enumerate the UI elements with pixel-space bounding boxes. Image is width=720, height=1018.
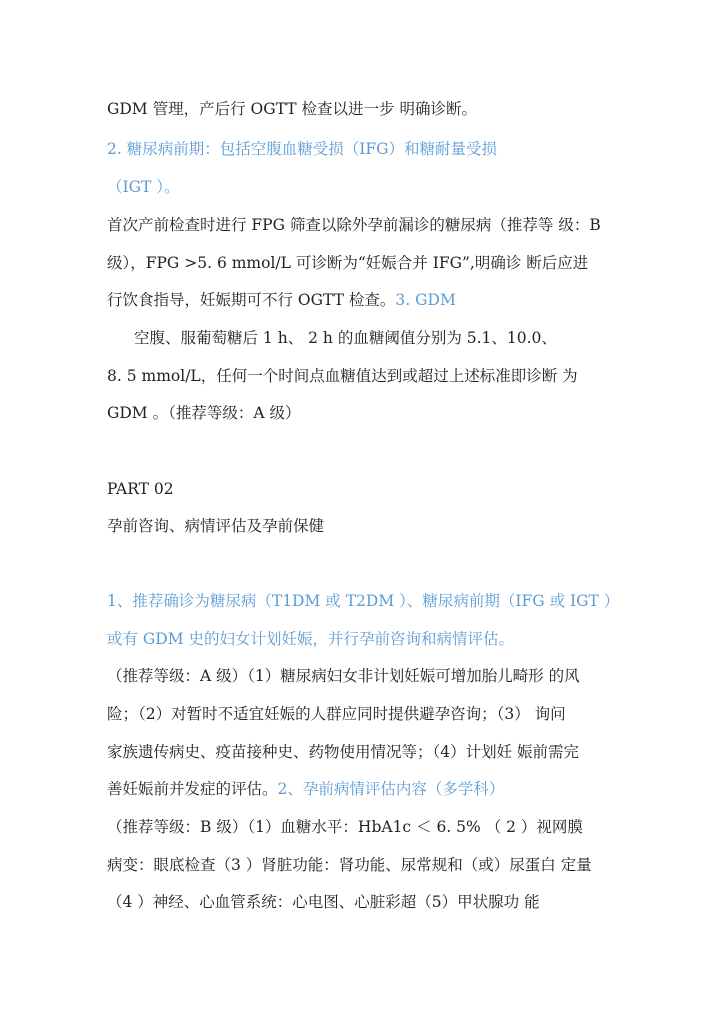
text-line (107, 779, 504, 799)
section-title-text: 孕前咨询、病情评估及孕前保健 (107, 517, 325, 535)
body-text: 级），FPG >5. 6 mmol/L 可诊断为“妊娠合并 IFG”,明确诊 断后应进 (107, 254, 589, 272)
text-line (107, 403, 300, 423)
text-line (107, 177, 180, 197)
text-line (107, 253, 588, 273)
body-text: 险；（2）对暂时不适宜妊娠的人群应同时提供避孕咨询；（3） 询问 (107, 705, 566, 723)
text-line (107, 892, 540, 912)
text-line (107, 817, 583, 837)
text-line (107, 215, 601, 235)
body-text: GDM 管理，产后行 OGTT 检查以进一步 明确诊断。 (107, 100, 477, 118)
section-title (107, 516, 324, 536)
section-label (107, 479, 174, 499)
body-text: 病变：眼底检查（3 ）肾脏功能：肾功能、尿常规和（或）尿蛋白 定量 (107, 856, 592, 874)
text-line (107, 666, 580, 686)
body-text: 家族遗传病史、疫苗接种史、药物使用情况等；（4）计划妊 娠前需完 (107, 743, 580, 761)
body-text: （推荐等级：A 级）（1）糖尿病妇女非计划妊娠可增加胎儿畸形 的风 (107, 667, 580, 685)
subheading-text: （IGT ）。 (107, 178, 180, 196)
text-line (107, 704, 566, 724)
body-text: 首次产前检查时进行 FPG 筛查以除外孕前漏诊的糖尿病（推荐等 级：B (107, 216, 601, 234)
subheading-text: 或有 GDM 史的妇女计划妊娠，并行孕前咨询和病情评估。 (107, 630, 515, 648)
part-label: PART 02 (107, 480, 174, 498)
text-line (107, 139, 497, 159)
subheading-text: 2. 糖尿病前期：包括空腹血糖受损（IFG）和糖耐量受损 (107, 140, 497, 158)
subheading-text: 3. GDM (395, 291, 456, 309)
subheading-text: 2、孕前病情评估内容（多学科） (277, 780, 505, 798)
body-text: 空腹、服葡萄糖后 1 h、 2 h 的血糖阈值分别为 5.1、10.0、 (134, 329, 557, 347)
text-line (107, 99, 477, 119)
text-line (107, 366, 578, 386)
body-text: 行饮食指导，妊娠期可不行 OGTT 检查。 (107, 291, 396, 309)
text-line (107, 290, 456, 310)
body-text: （推荐等级：B 级）（1）血糖水平：HbA1c ＜ 6. 5% （ 2 ）视网膜 (107, 818, 583, 836)
body-text: （4 ）神经、心血管系统：心电图、心脏彩超（5）甲状腺功 能 (107, 893, 540, 911)
body-text: 8. 5 mmol/L，任何一个时间点血糖值达到或超过上述标准即诊断 为 (107, 367, 578, 385)
text-line (134, 328, 557, 348)
body-text: GDM 。（推荐等级：A 级） (107, 404, 301, 422)
body-text: 善妊娠前并发症的评估。 (107, 780, 278, 798)
text-line (107, 629, 514, 649)
subheading-text: 1、推荐确诊为糖尿病（T1DM 或 T2DM ）、糖尿病前期（IFG 或 IGT ） (107, 592, 620, 610)
text-line (107, 855, 592, 875)
text-line (107, 742, 579, 762)
text-line (107, 591, 619, 611)
